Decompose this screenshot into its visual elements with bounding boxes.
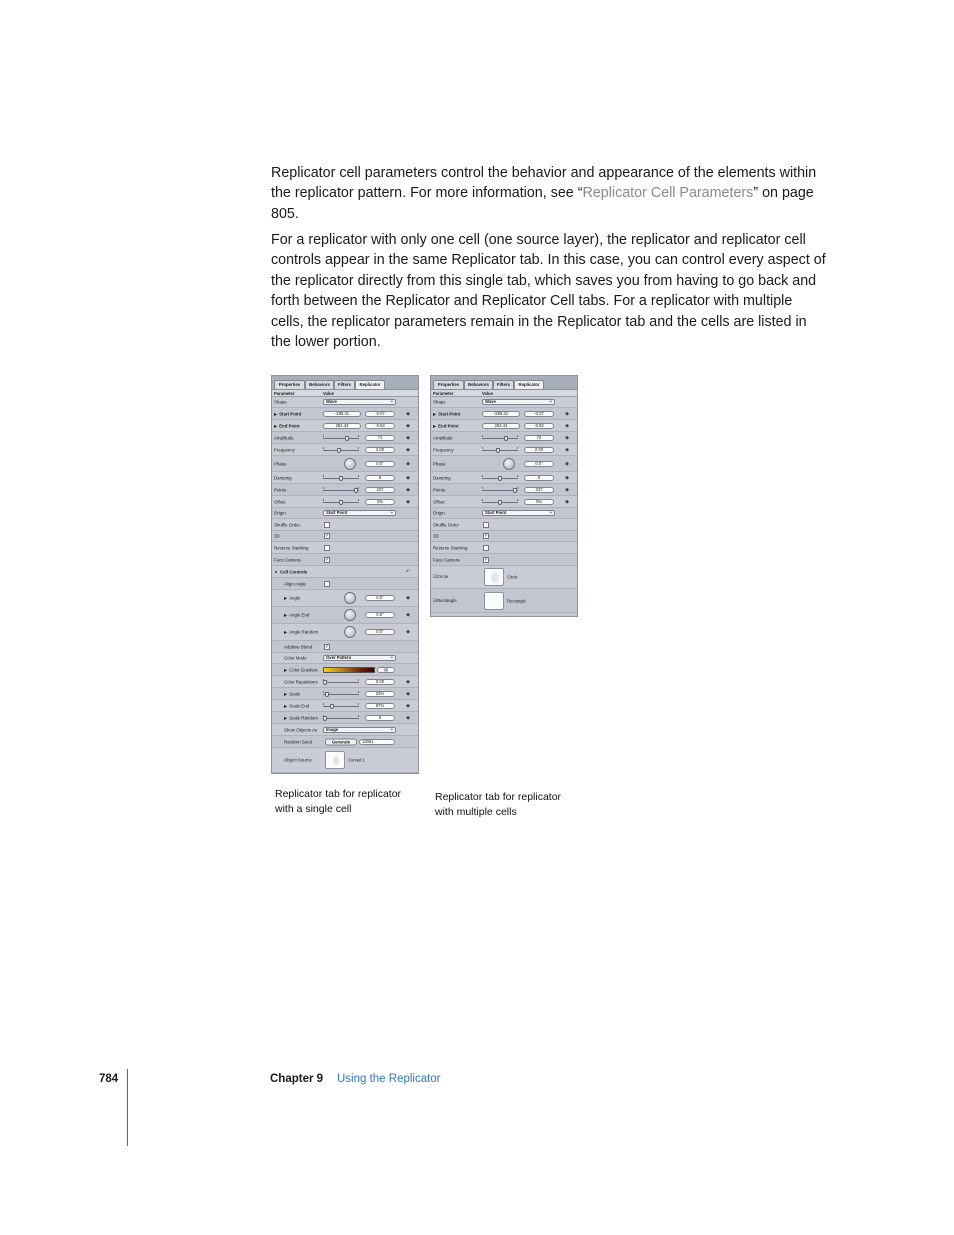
angle-random-dial[interactable] bbox=[344, 626, 356, 638]
row-label: 3D bbox=[274, 533, 280, 539]
additive-blend-checkbox[interactable]: ✓ bbox=[325, 643, 330, 650]
row-label bbox=[284, 667, 318, 672]
row-label: Face Camera bbox=[433, 557, 460, 562]
row-face-camera bbox=[272, 554, 418, 566]
shuffle-order-checkbox[interactable] bbox=[324, 522, 330, 528]
parameter-rows bbox=[272, 397, 418, 773]
angle-random-field[interactable]: 0.0° bbox=[365, 629, 395, 635]
row-start-point bbox=[272, 408, 418, 420]
disclosure-triangle-icon[interactable]: ▶ bbox=[284, 703, 288, 708]
label-text: Angle End bbox=[289, 612, 310, 618]
damping-slider[interactable] bbox=[323, 475, 359, 481]
face-camera-checkbox[interactable]: ✓ bbox=[325, 556, 330, 563]
intro-paragraph bbox=[271, 163, 827, 224]
cross-reference-link[interactable]: Replicator Cell Parameters bbox=[582, 185, 754, 202]
label-text: Rectangle bbox=[436, 597, 457, 603]
label-text: Cell Controls bbox=[279, 569, 308, 574]
keyframe-icon[interactable]: ◆ bbox=[406, 595, 410, 601]
row-shuffle-order bbox=[431, 519, 577, 531]
row-reverse-stacking bbox=[272, 542, 418, 554]
row-reverse-stacking bbox=[431, 542, 577, 554]
row-label: Color Mode bbox=[284, 655, 307, 661]
tab-replicator[interactable]: Replicator bbox=[514, 380, 544, 389]
keyframe-icon[interactable]: ◆ bbox=[565, 486, 569, 493]
origin-popup[interactable]: Start Point ÷ bbox=[323, 510, 396, 516]
row-label: Phase bbox=[274, 461, 287, 466]
row-points bbox=[272, 484, 418, 496]
disclosure-triangle-icon[interactable]: ▶ bbox=[274, 423, 278, 428]
row-angle bbox=[272, 590, 418, 607]
row-label: Amplitude bbox=[433, 435, 453, 440]
keyframe-icon[interactable]: ◆ bbox=[406, 702, 410, 709]
disclosure-triangle-icon[interactable]: ▶ bbox=[284, 595, 288, 601]
tab-bar bbox=[431, 376, 577, 390]
row-label: Damping bbox=[274, 475, 292, 480]
keyframe-icon[interactable]: ◆ bbox=[565, 498, 569, 505]
row-phase bbox=[431, 456, 577, 472]
row-damping bbox=[272, 472, 418, 484]
row-label: Shape bbox=[274, 399, 287, 405]
row-label bbox=[433, 574, 448, 580]
show-objects-popup[interactable]: Image ÷ bbox=[323, 727, 396, 733]
row-damping bbox=[431, 472, 577, 484]
reverse-stacking-checkbox[interactable] bbox=[483, 545, 489, 551]
row-face-camera bbox=[431, 554, 577, 566]
row-label: Reverse Stacking bbox=[433, 545, 468, 550]
row-label bbox=[274, 569, 307, 574]
disclosure-triangle-icon[interactable]: ▶ bbox=[284, 667, 288, 672]
column-parameter: Parameter bbox=[274, 391, 295, 396]
damping-field[interactable]: 0 bbox=[365, 475, 395, 481]
generate-button[interactable]: Generate bbox=[325, 738, 357, 745]
start-x-field[interactable]: -288.31 bbox=[323, 411, 361, 417]
gradient-preset-icon[interactable]: ▤ bbox=[377, 667, 395, 673]
column-value: Value bbox=[482, 391, 493, 396]
row-label bbox=[274, 411, 301, 416]
disclosure-triangle-icon[interactable]: ▶ bbox=[284, 691, 288, 696]
row-scale-end bbox=[272, 700, 418, 712]
disclosure-triangle-icon[interactable]: ▶ bbox=[433, 423, 437, 428]
caption-multiple bbox=[435, 790, 561, 820]
align-angle-checkbox[interactable] bbox=[324, 581, 330, 587]
row-object-source bbox=[272, 748, 418, 773]
frequency-field[interactable]: 2.00 bbox=[524, 447, 554, 453]
keyframe-icon[interactable]: ◆ bbox=[406, 446, 410, 453]
points-slider[interactable] bbox=[482, 487, 518, 493]
keyframe-icon[interactable]: ◆ bbox=[406, 498, 410, 505]
random-seed-field[interactable]: 10061 bbox=[359, 739, 395, 745]
column-value: Value bbox=[323, 391, 334, 396]
row-cell-rectangle bbox=[431, 589, 577, 613]
keyframe-icon[interactable]: ◆ bbox=[406, 434, 410, 441]
row-label: Shuffle Order bbox=[433, 522, 460, 527]
caption-single bbox=[275, 787, 401, 817]
keyframe-icon[interactable]: ◆ bbox=[406, 612, 410, 618]
keyframe-icon[interactable]: ◆ bbox=[406, 460, 410, 467]
row-label bbox=[284, 630, 318, 635]
label-text: Angle bbox=[289, 595, 301, 601]
points-field[interactable]: 227 bbox=[524, 487, 554, 493]
row-label: 3D bbox=[433, 533, 439, 539]
row-3d bbox=[431, 531, 577, 542]
color-gradient-swatch[interactable] bbox=[323, 667, 375, 673]
shuffle-order-checkbox[interactable] bbox=[483, 522, 489, 528]
label-text: End Point bbox=[438, 423, 459, 428]
row-label bbox=[433, 423, 459, 428]
row-3d bbox=[272, 531, 418, 542]
column-header bbox=[431, 390, 577, 397]
start-x-field[interactable]: -288.31 bbox=[482, 411, 520, 417]
end-x-field[interactable]: 262.44 bbox=[482, 423, 520, 429]
row-label: Points bbox=[274, 487, 287, 492]
3d-checkbox[interactable]: ✓ bbox=[484, 533, 489, 539]
row-label: Damping bbox=[433, 475, 451, 480]
row-origin bbox=[272, 508, 418, 519]
row-label: Offset bbox=[274, 499, 286, 504]
label-text: Color Gradient bbox=[289, 667, 318, 672]
row-label: Frequency bbox=[433, 447, 454, 452]
cell-checkbox[interactable]: ☑ bbox=[433, 597, 437, 603]
label-text: Start Point bbox=[279, 411, 302, 416]
drop-shape-icon bbox=[333, 756, 339, 765]
amplitude-slider[interactable] bbox=[323, 435, 359, 441]
row-label bbox=[433, 598, 457, 604]
phase-dial[interactable] bbox=[503, 458, 515, 470]
row-shape bbox=[272, 397, 418, 408]
row-cell-controls bbox=[272, 566, 418, 578]
row-label bbox=[284, 596, 300, 601]
row-label bbox=[284, 691, 300, 696]
row-label: Color Repetitions bbox=[284, 679, 318, 684]
disclosure-triangle-icon[interactable]: ▶ bbox=[284, 612, 288, 618]
inspector-panel-multiple bbox=[430, 375, 578, 617]
disclosure-triangle-icon[interactable]: ▶ bbox=[284, 629, 288, 635]
disclosure-triangle-icon[interactable]: ▶ bbox=[274, 411, 278, 416]
row-label: Object Source bbox=[284, 757, 312, 763]
keyframe-icon[interactable]: ◆ bbox=[565, 434, 569, 441]
scale-field[interactable]: 23% bbox=[365, 691, 395, 697]
keyframe-icon[interactable]: ◆ bbox=[406, 474, 410, 481]
row-end-point bbox=[431, 420, 577, 432]
row-label: Face Camera bbox=[274, 557, 301, 562]
column-header bbox=[272, 390, 418, 397]
start-y-field[interactable]: -0.07 bbox=[365, 411, 395, 417]
row-label: Shuffle Order bbox=[274, 522, 301, 527]
keyframe-icon[interactable]: ◆ bbox=[565, 422, 569, 429]
phase-field[interactable]: 0.0° bbox=[365, 461, 395, 467]
amplitude-field[interactable]: 72 bbox=[524, 435, 554, 441]
row-color-gradient bbox=[272, 664, 418, 676]
keyframe-icon[interactable]: ◆ bbox=[406, 678, 410, 685]
chapter-label: Chapter 9 bbox=[270, 1073, 324, 1085]
row-label: Align Angle bbox=[284, 581, 306, 586]
paragraph-text: Replicator cell parameters control the behavior and appearance of the elements within the replicator pattern. For more information, see “ bbox=[271, 165, 817, 202]
footer-divider bbox=[127, 1069, 128, 1146]
origin-popup[interactable]: Start Point ÷ bbox=[482, 510, 555, 516]
offset-slider[interactable] bbox=[482, 499, 518, 505]
row-show-objects-as bbox=[272, 724, 418, 736]
cell-name: Rectangle bbox=[507, 598, 526, 603]
start-y-field[interactable]: -0.07 bbox=[524, 411, 554, 417]
row-label: Frequency bbox=[274, 447, 295, 452]
object-source-well[interactable] bbox=[325, 751, 345, 769]
color-mode-popup[interactable]: Over Pattern ÷ bbox=[323, 655, 396, 661]
row-amplitude bbox=[272, 432, 418, 444]
row-offset bbox=[431, 496, 577, 508]
inspector-panel-single bbox=[271, 375, 419, 774]
object-source-name: Curved 1 bbox=[348, 757, 365, 763]
keyframe-icon[interactable]: ◆ bbox=[406, 629, 410, 635]
row-scale bbox=[272, 688, 418, 700]
keyframe-icon[interactable]: ◆ bbox=[565, 446, 569, 453]
cell-circle-well[interactable] bbox=[484, 568, 504, 586]
disclosure-triangle-icon[interactable]: ▼ bbox=[274, 569, 278, 574]
column-parameter: Parameter bbox=[433, 391, 454, 396]
keyframe-icon[interactable]: ◆ bbox=[406, 410, 410, 417]
row-shuffle-order bbox=[272, 519, 418, 531]
reset-icon[interactable]: ↶ bbox=[405, 568, 410, 575]
amplitude-field[interactable]: 71 bbox=[365, 435, 395, 441]
3d-checkbox[interactable]: ✓ bbox=[325, 533, 330, 539]
caption-line: Replicator tab for replicator bbox=[435, 791, 562, 803]
caption-line: with multiple cells bbox=[435, 806, 517, 818]
row-label: Shape bbox=[433, 399, 446, 405]
row-origin bbox=[431, 508, 577, 519]
end-y-field[interactable]: -0.63 bbox=[524, 423, 554, 429]
face-camera-checkbox[interactable]: ✓ bbox=[484, 556, 489, 563]
row-label: Origin bbox=[433, 510, 445, 516]
caption-line: Replicator tab for replicator bbox=[275, 788, 402, 800]
row-amplitude bbox=[431, 432, 577, 444]
keyframe-icon[interactable]: ◆ bbox=[565, 474, 569, 481]
row-label bbox=[433, 411, 460, 416]
row-label bbox=[284, 703, 309, 708]
angle-end-dial[interactable] bbox=[344, 609, 356, 621]
label-text: Angle Random bbox=[289, 629, 319, 635]
row-phase bbox=[272, 456, 418, 472]
row-shape bbox=[431, 397, 577, 408]
scale-end-field[interactable]: 87% bbox=[365, 703, 395, 709]
row-frequency bbox=[431, 444, 577, 456]
color-repetitions-field[interactable]: 0.00 bbox=[365, 679, 395, 685]
page-number: 784 bbox=[99, 1073, 119, 1085]
offset-field[interactable]: 0% bbox=[524, 499, 554, 505]
row-cell-circle bbox=[431, 566, 577, 589]
damping-field[interactable]: 0 bbox=[524, 475, 554, 481]
scale-random-slider[interactable] bbox=[323, 715, 359, 721]
frequency-field[interactable]: 2.00 bbox=[365, 447, 395, 453]
disclosure-triangle-icon[interactable]: ▶ bbox=[284, 715, 288, 720]
row-label bbox=[284, 613, 309, 618]
body-paragraph: For a replicator with only one cell (one source layer), the replicator and replicator cell controls appear in the same Replicator tab. In this case, you can control every aspect of the replicator directly from this single tab, which saves you from having to go back and forth between the Replicator and Replicator Cell tabs. For a replicator with multiple cells, the replicator parameters remain in the Replicator tab and the cells are listed in the lower portion. bbox=[271, 232, 826, 351]
cell-rectangle-well[interactable] bbox=[484, 592, 504, 610]
row-label: Origin bbox=[274, 510, 286, 516]
angle-field[interactable]: 0.0° bbox=[365, 595, 395, 601]
row-label: Additive Blend bbox=[284, 644, 313, 649]
row-color-repetitions bbox=[272, 676, 418, 688]
row-label bbox=[284, 715, 318, 720]
row-random-seed bbox=[272, 736, 418, 748]
row-scale-random bbox=[272, 712, 418, 724]
row-label: Random Seed bbox=[284, 739, 313, 744]
cell-checkbox[interactable]: ☑ bbox=[433, 574, 437, 579]
tab-filters[interactable]: Filters bbox=[493, 380, 514, 389]
disclosure-triangle-icon[interactable]: ▶ bbox=[433, 411, 437, 416]
keyframe-icon[interactable]: ◆ bbox=[406, 690, 410, 697]
row-additive-blend bbox=[272, 641, 418, 653]
row-frequency bbox=[272, 444, 418, 456]
row-label bbox=[274, 423, 300, 428]
damping-slider[interactable] bbox=[482, 475, 518, 481]
tab-properties[interactable]: Properties bbox=[274, 380, 305, 389]
phase-dial[interactable] bbox=[344, 458, 356, 470]
label-text: End Point bbox=[279, 423, 300, 428]
parameter-rows bbox=[431, 397, 577, 613]
end-y-field[interactable]: -0.63 bbox=[365, 423, 395, 429]
keyframe-icon[interactable]: ◆ bbox=[565, 410, 569, 417]
keyframe-icon[interactable]: ◆ bbox=[565, 460, 569, 467]
row-label: Amplitude bbox=[274, 435, 294, 440]
row-angle-random bbox=[272, 624, 418, 641]
label-text: Start Point bbox=[438, 411, 461, 416]
row-offset bbox=[272, 496, 418, 508]
frequency-slider[interactable] bbox=[323, 447, 359, 453]
end-x-field[interactable]: 262.44 bbox=[323, 423, 361, 429]
row-label: Phase bbox=[433, 461, 446, 466]
row-label: Offset bbox=[433, 499, 445, 504]
amplitude-slider[interactable] bbox=[482, 435, 518, 441]
keyframe-icon[interactable]: ◆ bbox=[406, 422, 410, 429]
chapter-title-link[interactable]: Using the Replicator bbox=[337, 1073, 441, 1085]
cell-name: Circle bbox=[507, 574, 518, 580]
row-label: Show Objects As bbox=[284, 727, 318, 732]
label-text: Scale Random bbox=[289, 715, 318, 720]
shape-popup[interactable]: Wave ÷ bbox=[323, 399, 396, 405]
points-slider[interactable] bbox=[323, 487, 359, 493]
row-points bbox=[431, 484, 577, 496]
tab-behaviors[interactable]: Behaviors bbox=[464, 380, 493, 389]
reverse-stacking-checkbox[interactable] bbox=[324, 545, 330, 551]
row-label: Reverse Stacking bbox=[274, 545, 309, 550]
scale-random-field[interactable]: 0 bbox=[365, 715, 395, 721]
row-end-point bbox=[272, 420, 418, 432]
row-start-point bbox=[431, 408, 577, 420]
color-repetitions-slider[interactable] bbox=[323, 679, 359, 685]
phase-field[interactable]: 0.0° bbox=[524, 461, 554, 467]
circle-shape-icon bbox=[491, 572, 499, 583]
label-text: Scale End bbox=[289, 703, 310, 708]
label-text: Scale bbox=[289, 691, 301, 696]
angle-dial[interactable] bbox=[344, 592, 356, 604]
row-angle-end bbox=[272, 607, 418, 624]
label-text: Circle bbox=[436, 574, 449, 579]
points-field[interactable]: 227 bbox=[365, 487, 395, 493]
shape-popup[interactable]: Wave ÷ bbox=[482, 399, 555, 405]
offset-slider[interactable] bbox=[323, 499, 359, 505]
tab-filters[interactable]: Filters bbox=[334, 380, 355, 389]
keyframe-icon[interactable]: ◆ bbox=[406, 714, 410, 721]
row-align-angle bbox=[272, 578, 418, 590]
keyframe-icon[interactable]: ◆ bbox=[406, 486, 410, 493]
scale-end-slider[interactable] bbox=[323, 703, 359, 709]
row-color-mode bbox=[272, 653, 418, 664]
caption-line: with a single cell bbox=[275, 803, 352, 815]
tab-behaviors[interactable]: Behaviors bbox=[305, 380, 334, 389]
tab-properties[interactable]: Properties bbox=[433, 380, 464, 389]
paragraph-text: ” on page 805. bbox=[271, 185, 814, 222]
offset-field[interactable]: 0% bbox=[365, 499, 395, 505]
scale-slider[interactable] bbox=[323, 691, 359, 697]
angle-end-field[interactable]: 0.0° bbox=[365, 612, 395, 618]
tab-bar bbox=[272, 376, 418, 390]
tab-replicator[interactable]: Replicator bbox=[355, 380, 385, 389]
frequency-slider[interactable] bbox=[482, 447, 518, 453]
row-label: Points bbox=[433, 487, 446, 492]
